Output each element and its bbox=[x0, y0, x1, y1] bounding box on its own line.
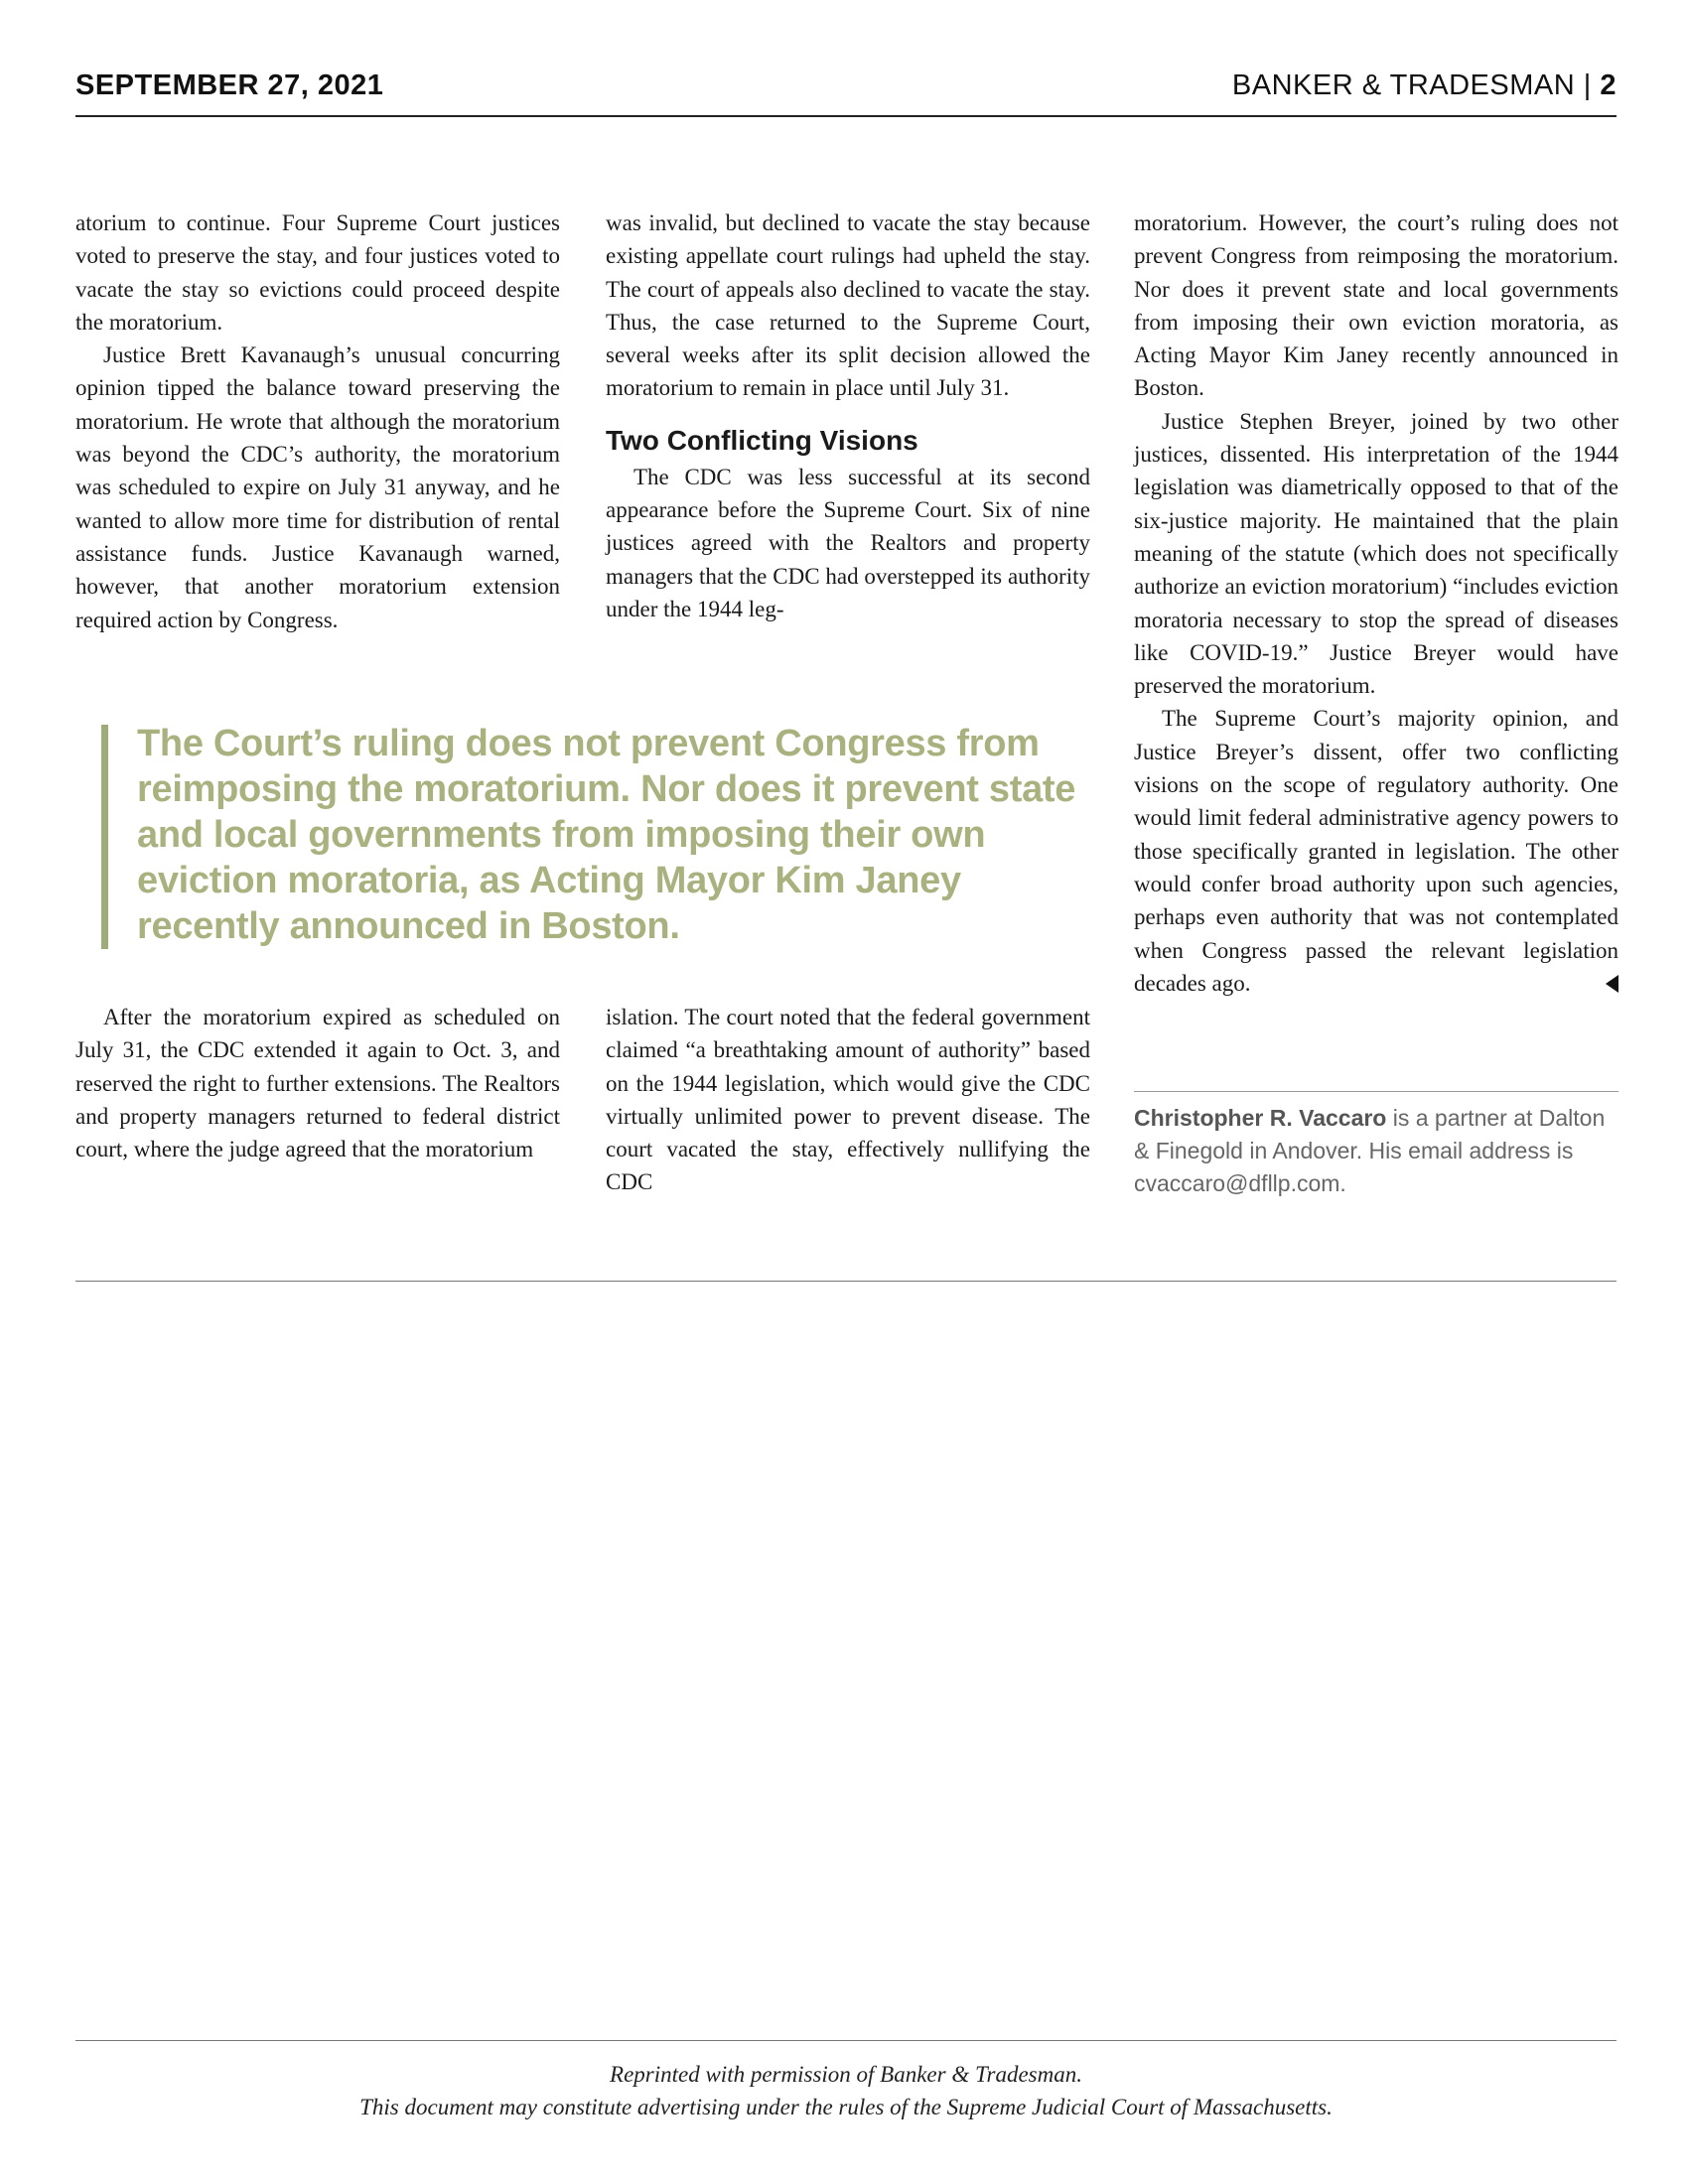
author-bio-text: is a partner at Dalton & Finegold in Andover. His email address is cvaccaro@dfllp.com. bbox=[1134, 1105, 1606, 1196]
paragraph: After the moratorium expired as scheduled on July 31, the CDC extended it again to Oct. 3, and reserved the right to further extensions. The Realtors and property managers returned to federal district court, where the judge agreed that the moratorium bbox=[75, 1005, 560, 1162]
paragraph: Justice Stephen Breyer, joined by two other justices, dissented. His interpretation of the 1944 legislation was diametrically opposed to that of the six-justice majority. He maintained that the plain meaning of the statute (which does not specifically authorize an eviction moratorium) “includes eviction moratoria necessary to stop the spread of diseases like COVID-19.” Justice Breyer would have preserved the moratorium. bbox=[1134, 408, 1618, 699]
bio-rule bbox=[1134, 1091, 1618, 1092]
column-1-bottom bbox=[75, 1001, 560, 1165]
section-divider bbox=[75, 1281, 1617, 1282]
header-rule bbox=[75, 115, 1617, 117]
footer-reprint-notice: Reprinted with permission of Banker & Tradesman. bbox=[610, 2062, 1082, 2087]
paragraph: atorium to continue. Four Supreme Court justices voted to preserve the stay, and four justices voted to vacate the stay so evictions could proceed despite the moratorium. bbox=[75, 210, 560, 335]
publication-name: BANKER & TRADESMAN bbox=[1231, 69, 1576, 101]
footer-rule bbox=[75, 2040, 1617, 2041]
paragraph bbox=[1134, 702, 1618, 1000]
column-1-top bbox=[75, 206, 560, 636]
column-2-top bbox=[606, 206, 1090, 625]
footer-advertising-notice: This document may constitute advertising under the rules of the Supreme Judicial Court of Massachusetts. bbox=[359, 2095, 1333, 2119]
pull-quote-text: The Court’s ruling does not prevent Congress from reimposing the moratorium. Nor does it prevent state and local governments from imposing their own eviction moratoria, as Acting Mayor Kim Janey recently announced in Boston. bbox=[137, 723, 1076, 947]
column-2-bottom bbox=[606, 1001, 1090, 1199]
author-name: Christopher R. Vaccaro bbox=[1134, 1105, 1387, 1131]
header-date: SEPTEMBER 27, 2021 bbox=[75, 69, 384, 101]
paragraph: The CDC was less successful at its second appearance before the Supreme Court. Six of nine justices agreed with the Realtors and property managers that the CDC had overstepped its authority under the 1944 leg- bbox=[606, 464, 1090, 621]
paragraph: Justice Brett Kavanaugh’s unusual concurring opinion tipped the balance toward preserving the moratorium. He wrote that although the moratorium was beyond the CDC’s authority, the moratorium was scheduled to expire on July 31 anyway, and he wanted to allow more time for distribution of rental assistance funds. Justice Kavanaugh warned, however, that another moratorium extension required action by Congress. bbox=[75, 342, 560, 632]
header-publication bbox=[1232, 69, 1617, 102]
paragraph-text: The Supreme Court’s majority opinion, and Justice Breyer’s dissent, offer two conflicting visions on the scope of regulatory authority. One would limit federal administrative agency powers to those specifically granted in legislation. The other would confer broad authority upon such agencies, perhaps even authority that was not contemplated when Congress passed the relevant legislation decades ago. bbox=[1134, 706, 1618, 996]
paragraph: islation. The court noted that the federal government claimed “a breathtaking amount of authority” based on the 1944 legislation, which would give the CDC virtually unlimited power to prevent disease. The court vacated the stay, effectively nullifying the CDC bbox=[606, 1005, 1090, 1195]
subhead: Two Conflicting Visions bbox=[606, 424, 918, 456]
end-mark-icon bbox=[1606, 975, 1618, 993]
header-separator: | bbox=[1583, 69, 1592, 101]
footer bbox=[75, 2058, 1617, 2123]
page-number: 2 bbox=[1600, 69, 1617, 101]
pull-quote-bar bbox=[101, 725, 108, 949]
author-bio bbox=[1134, 1102, 1618, 1200]
paragraph: was invalid, but declined to vacate the stay because existing appellate court rulings had upheld the stay. The court of appeals also declined to vacate the stay. Thus, the case returned to the Supreme Court, several weeks after its split decision allowed the moratorium to remain in place until July 31. bbox=[606, 210, 1090, 401]
column-3 bbox=[1134, 206, 1618, 1000]
pull-quote bbox=[107, 721, 1100, 949]
paragraph: moratorium. However, the court’s ruling does not prevent Congress from reimposing the moratorium. Nor does it prevent state and local governments from imposing their own eviction moratoria, as Acting Mayor Kim Janey recently announced in Boston. bbox=[1134, 210, 1618, 401]
